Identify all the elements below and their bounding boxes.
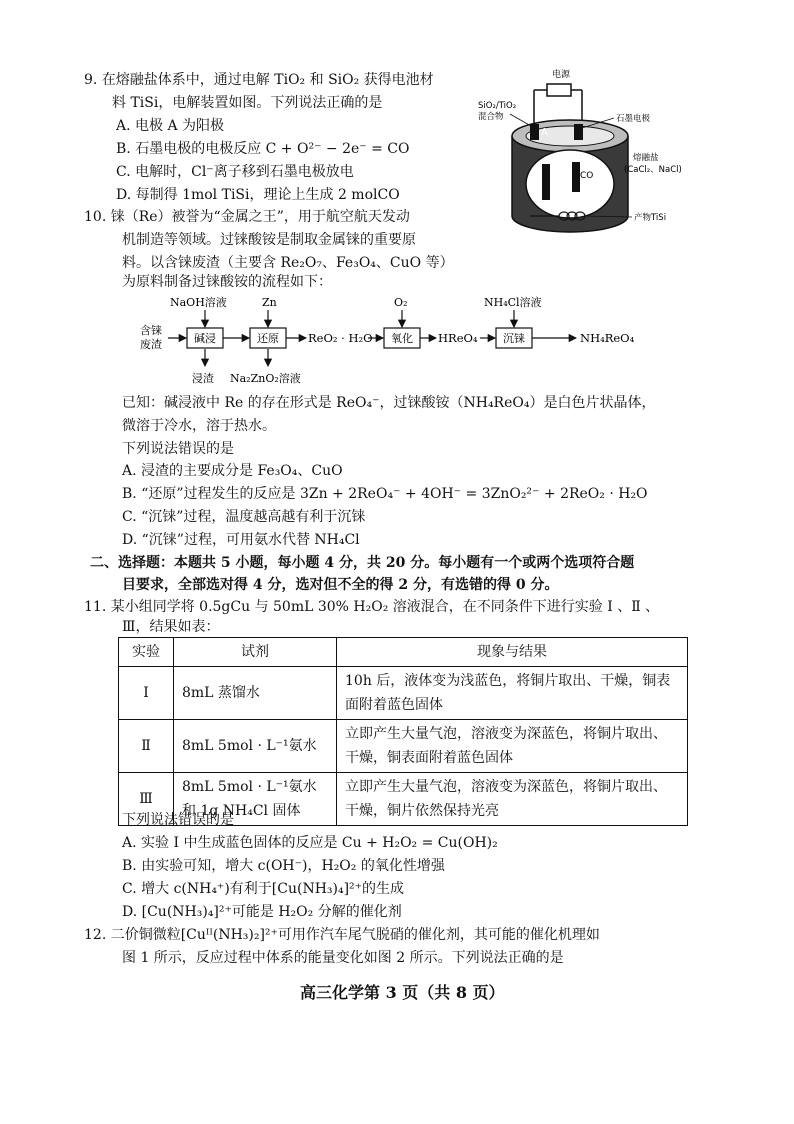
q11-option-c: C. 增大 c(NH₄⁺)有利于[Cu(NH₃)₄]²⁺的生成 — [122, 881, 405, 897]
q9-option-d: D. 每制得 1mol TiSi，理论上生成 2 molCO — [116, 187, 400, 203]
table-cell: 立即产生大量气泡，溶液变为深蓝色，将铜片取出、干燥，铜片依然保持光亮 — [337, 773, 688, 826]
table-header-cell: 现象与结果 — [337, 638, 688, 667]
table-header-cell: 试剂 — [174, 638, 337, 667]
step-reduction: 还原 — [257, 332, 279, 345]
q11-stem-line1: 11. 某小组同学将 0.5gCu 与 50mL 30% H₂O₂ 溶液混合，在不同条件下进行实验 Ⅰ 、Ⅱ 、 — [84, 599, 660, 615]
q9-option-c: C. 电解时，Cl⁻离子移到石墨电极放电 — [116, 164, 354, 180]
q12-stem-line2: 图 1 所示，反应过程中体系的能量变化如图 2 所示。下列说法正确的是 — [122, 950, 564, 966]
table-header-row — [119, 638, 688, 667]
step2-input: Zn — [262, 296, 277, 309]
step3-input: O₂ — [394, 296, 408, 309]
q10-stem-line1: 10. 铼（Re）被誉为“金属之王”，用于航空航天发动 — [84, 209, 410, 225]
power-source-label: 电源 — [552, 70, 571, 80]
q12-stem-line1: 12. 二价铜微粒[Cuᴵᴵ(NH₃)₂]²⁺可用作汽车尾气脱硝的催化剂，其可能的催化机理如 — [84, 927, 600, 943]
graphite-electrode-label: 石墨电极 — [616, 114, 651, 124]
mixture-label-2: 混合物 — [478, 112, 504, 122]
table-cell: 8mL 蒸馏水 — [174, 667, 337, 720]
q10-known-line1: 已知：碱浸液中 Re 的存在形式是 ReO₄⁻，过铼酸铵（NH₄ReO₄）是白色片状晶体， — [122, 395, 656, 411]
mixture-label-1: SiO₂/TiO₂ — [478, 101, 517, 111]
page-footer: 高三化学第 3 页（共 8 页） — [300, 983, 505, 1002]
table-cell: 8mL 5mol · L⁻¹氨水 — [174, 720, 337, 773]
q10-stem-line4: 为原料制备过铼酸铵的流程如下： — [122, 274, 332, 290]
step2-output: Na₂ZnO₂溶液 — [230, 372, 301, 385]
q11-stem-line2: Ⅲ，结果如表： — [122, 619, 220, 635]
raw-material-label-2: 废渣 — [140, 338, 162, 351]
electrode-a-label: A — [541, 127, 548, 138]
table-cell: Ⅰ — [119, 667, 174, 720]
table-cell: 8mL 5mol · L⁻¹氨水和 1g NH₄Cl 固体 — [174, 773, 337, 826]
q10-stem-line3: 料。以含铼废渣（主要含 Re₂O₇、Fe₃O₄、CuO 等） — [122, 255, 454, 271]
q9-option-b: B. 石墨电极的电极反应 C + O²⁻ − 2e⁻ = CO — [116, 141, 410, 157]
section2-header-line1: 二、选择题：本题共 5 小题，每小题 4 分，共 20 分。每小题有一个或两个选项符合题 — [90, 555, 635, 571]
q10-option-b: B. “还原”过程发生的反应是 3Zn + 2ReO₄⁻ + 4OH⁻ = 3ZnO₂²⁻ + 2ReO₂ · H₂O — [122, 486, 648, 502]
power-source-box — [547, 84, 571, 96]
q10-known-line2: 微溶于冷水，溶于热水。 — [122, 418, 276, 434]
q10-option-a: A. 浸渣的主要成分是 Fe₃O₄、CuO — [122, 463, 343, 479]
co-label: CO — [580, 171, 594, 181]
inner-view-window — [526, 150, 614, 218]
molten-salt-label-1: 熔融盐 — [633, 153, 659, 163]
q11-option-d: D. [Cu(NH₃)₄]²⁺可能是 H₂O₂ 分解的催化剂 — [122, 904, 402, 920]
step1-output: 浸渣 — [192, 372, 214, 385]
step-oxidation: 氧化 — [391, 332, 413, 345]
table-row — [119, 720, 688, 773]
intermediate-reo2: ReO₂ · H₂O — [308, 331, 373, 345]
electrode-a — [530, 124, 539, 140]
q9-stem-line2: 料 TiSi，电解装置如图。下列说法正确的是 — [112, 95, 383, 111]
q10-option-c: C. “沉铼”过程，温度越高越有利于沉铼 — [122, 509, 366, 525]
rhenium-process-flowchart — [130, 290, 650, 390]
graphite-electrode-top — [574, 124, 583, 140]
table-row — [119, 667, 688, 720]
q11-option-a: A. 实验 Ⅰ 中生成蓝色固体的反应是 Cu + H₂O₂ = Cu(OH)₂ — [122, 835, 498, 851]
table-cell: Ⅲ — [119, 773, 174, 826]
q11-ask: 下列说法错误的是 — [122, 812, 234, 828]
q10-option-d: D. “沉铼”过程，可用氨水代替 NH₄Cl — [122, 532, 360, 548]
section2-header-line2: 目要求，全部选对得 4 分，选对但不全的得 2 分，有选错的得 0 分。 — [122, 577, 559, 593]
q9-option-a: A. 电极 A 为阳极 — [116, 118, 225, 134]
table-cell: 10h 后，液体变为浅蓝色，将铜片取出、干燥，铜表面附着蓝色固体 — [337, 667, 688, 720]
product-nh4reo4: NH₄ReO₄ — [580, 331, 635, 345]
step-precipitation: 沉铼 — [503, 332, 525, 345]
intermediate-hreo4: HReO₄ — [438, 331, 478, 345]
table-cell: Ⅱ — [119, 720, 174, 773]
step4-input: NH₄Cl溶液 — [484, 296, 542, 309]
electrolysis-cell-diagram — [468, 66, 684, 236]
step1-input: NaOH溶液 — [170, 296, 227, 309]
q9-stem-line1: 9. 在熔融盐体系中，通过电解 TiO₂ 和 SiO₂ 获得电池材 — [84, 72, 434, 88]
step-alkaline-leach: 碱浸 — [194, 332, 216, 345]
molten-salt-label-2: (CaCl₂、NaCl) — [624, 165, 682, 175]
q10-ask: 下列说法错误的是 — [122, 441, 234, 457]
graphite-electrode — [572, 162, 580, 192]
q10-stem-line2: 机制造等领域。过铼酸铵是制取金属铼的重要原 — [122, 232, 416, 248]
table-cell: 立即产生大量气泡，溶液变为深蓝色，将铜片取出、干燥，铜表面附着蓝色固体 — [337, 720, 688, 773]
q11-option-b: B. 由实验可知，增大 c(OH⁻)，H₂O₂ 的氧化性增强 — [122, 858, 445, 874]
raw-material-label-1: 含铼 — [140, 324, 162, 337]
table-header-cell: 实验 — [119, 638, 174, 667]
experiment-table — [118, 637, 688, 826]
product-label: 产物TiSi — [634, 213, 667, 223]
